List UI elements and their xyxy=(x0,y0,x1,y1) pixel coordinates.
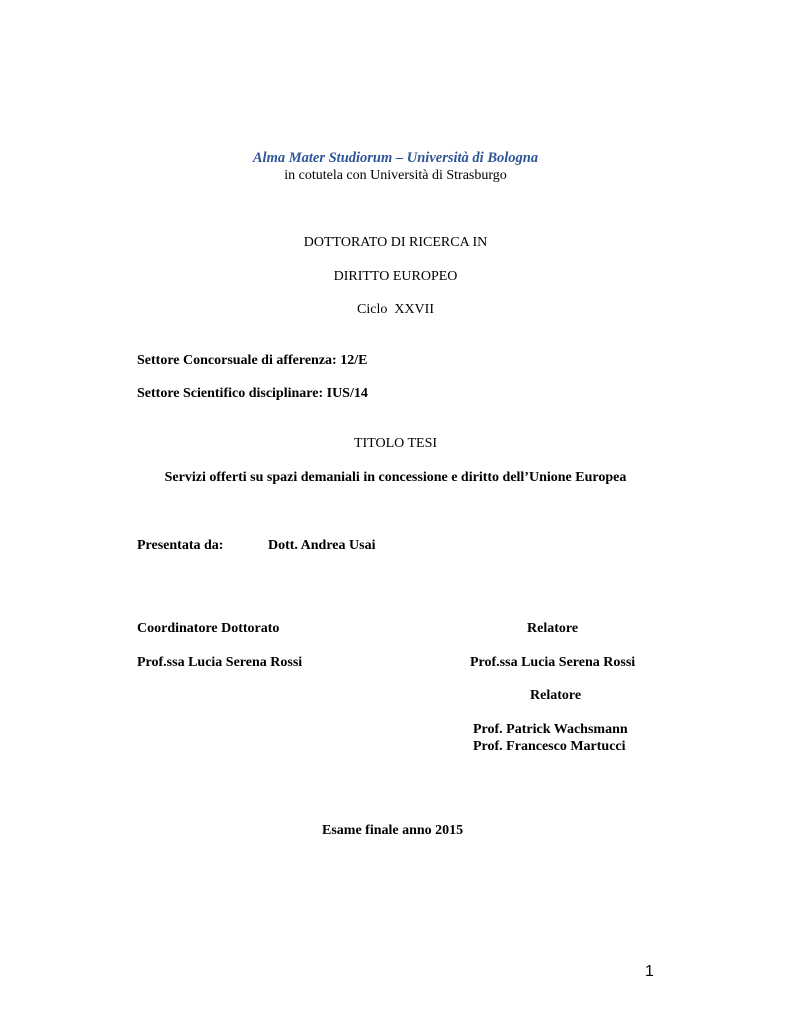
candidate-name: Dott. Andrea Usai xyxy=(268,538,376,553)
relatore-name-2b: Prof. Francesco Martucci xyxy=(473,739,626,754)
relatore-label-1: Relatore xyxy=(527,621,579,636)
thesis-heading: TITOLO TESI xyxy=(353,436,438,451)
page-number: 1 xyxy=(645,963,654,980)
doctorate-cycle: Ciclo XXVII xyxy=(357,302,434,317)
coordinator-label: Coordinatore Dottorato xyxy=(137,621,280,636)
thesis-title: Servizi offerti su spazi demaniali in concessione e diritto dell’Unione Europea xyxy=(164,470,627,485)
doctorate-field: DIRITTO EUROPEO xyxy=(333,269,458,284)
relatore-name-2a: Prof. Patrick Wachsmann xyxy=(473,722,628,737)
sector-concorsuale: Settore Concorsuale di afferenza: 12/E xyxy=(137,353,368,368)
cotutela-line: in cotutela con Università di Strasburgo xyxy=(284,168,507,183)
university-name: Alma Mater Studiorum – Università di Bologna xyxy=(252,150,539,166)
exam-year: Esame finale anno 2015 xyxy=(322,823,464,838)
sector-scientifico: Settore Scientifico disciplinare: IUS/14 xyxy=(137,386,368,401)
doctorate-heading: DOTTORATO DI RICERCA IN xyxy=(303,235,488,250)
coordinator-name: Prof.ssa Lucia Serena Rossi xyxy=(137,655,303,670)
relatore-name-1: Prof.ssa Lucia Serena Rossi xyxy=(470,655,636,670)
candidate-label: Presentata da: xyxy=(137,538,224,553)
relatore-label-2: Relatore xyxy=(530,688,582,703)
